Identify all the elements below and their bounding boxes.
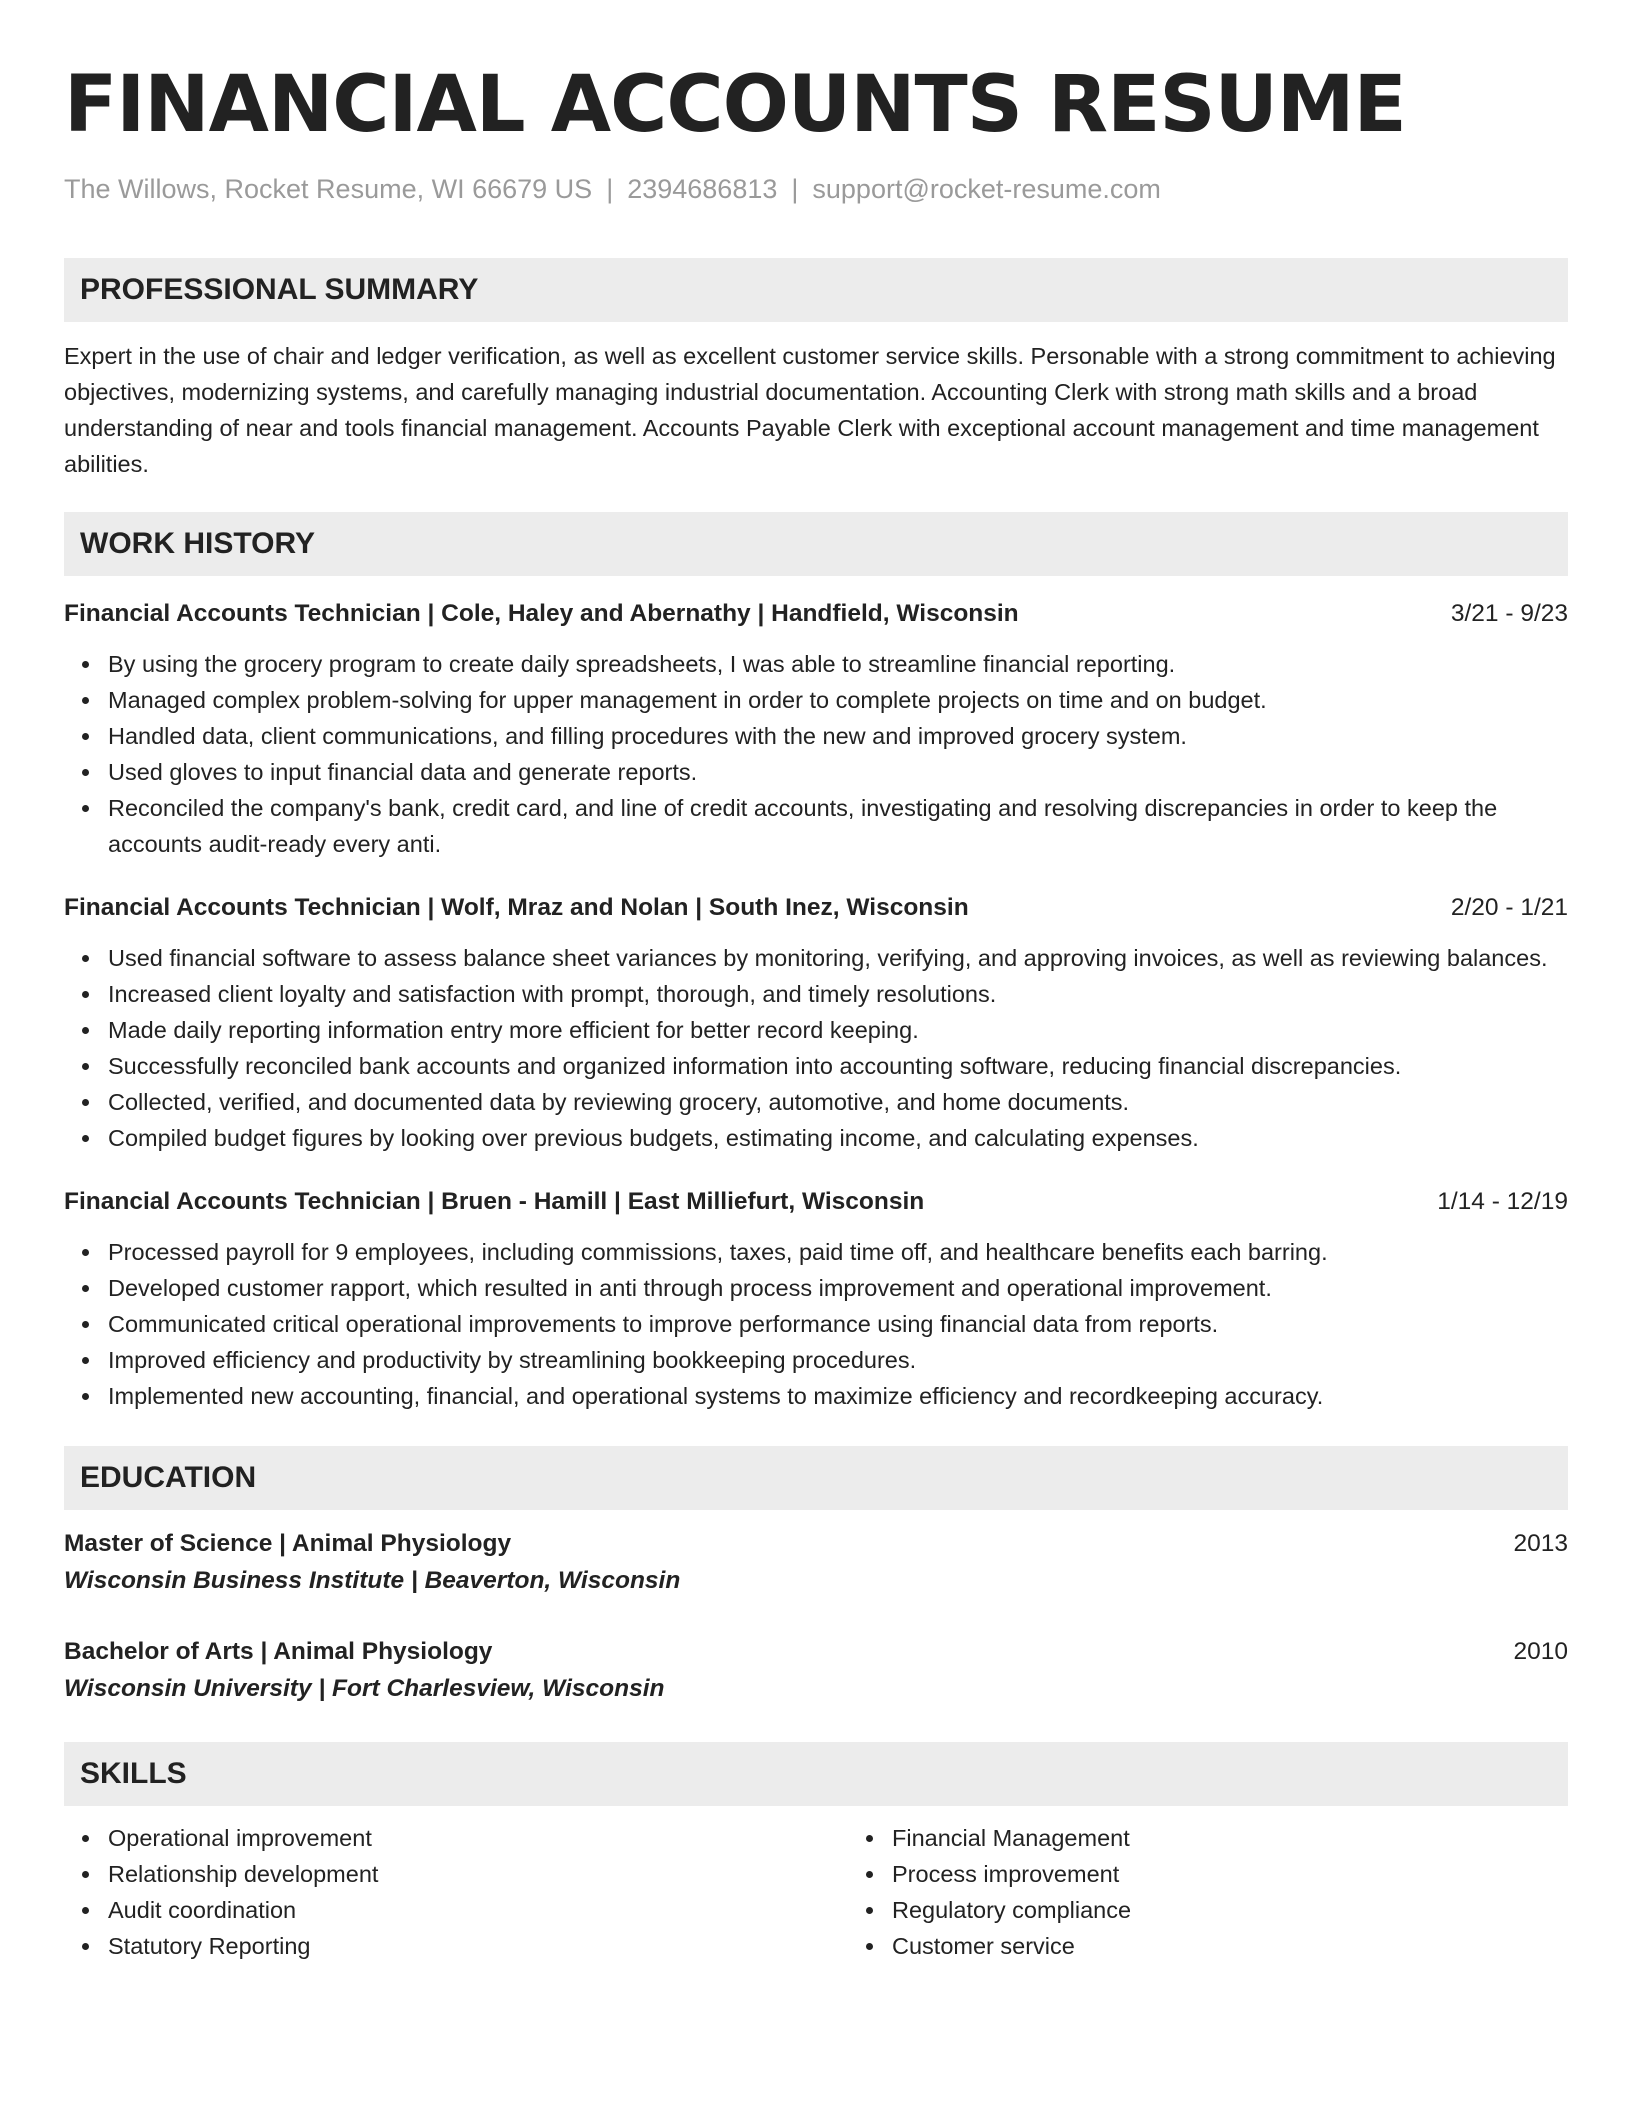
job-title: Financial Accounts Technician | Bruen - Hamill | East Milliefurt, Wisconsin [64, 1188, 925, 1215]
contact-separator: | [606, 174, 614, 204]
job-dates: 1/14 - 12/19 [1437, 1188, 1568, 1215]
resume-title: FINANCIAL ACCOUNTS RESUME [64, 60, 1406, 150]
job-bullet: Made daily reporting information entry more efficient for better record keeping. [108, 1012, 1568, 1048]
education-heading: EDUCATION [64, 1446, 1568, 1510]
job-bullets [64, 1234, 1568, 1414]
job-dates: 3/21 - 9/23 [1450, 600, 1568, 627]
contact-address: The Willows, Rocket Resume, WI 66679 US [64, 174, 593, 204]
school-name: Wisconsin Business Institute | Beaverton, Wisconsin [64, 1567, 681, 1594]
skill-item: Financial Management [892, 1820, 1131, 1856]
job-bullet: Compiled budget figures by looking over previous budgets, estimating income, and calculating expenses. [108, 1120, 1568, 1156]
degree-year: 2010 [1513, 1638, 1568, 1665]
job-bullet: Processed payroll for 9 employees, including commissions, taxes, paid time off, and healthcare benefits each barring. [108, 1234, 1568, 1270]
education-entry [64, 1526, 1568, 1600]
job-bullet: Handled data, client communications, and filling procedures with the new and improved grocery system. [108, 718, 1568, 754]
skills-list [64, 1820, 1568, 1964]
job-dates: 2/20 - 1/21 [1450, 894, 1568, 921]
work-history-heading: WORK HISTORY [64, 512, 1568, 576]
job-bullet: Used gloves to input financial data and generate reports. [108, 754, 1568, 790]
job-bullet: Managed complex problem-solving for upper management in order to complete projects on time and on budget. [108, 682, 1568, 718]
skill-item: Process improvement [892, 1856, 1131, 1892]
job-bullet: Developed customer rapport, which resulted in anti through process improvement and operational improvement. [108, 1270, 1568, 1306]
job-bullet: Successfully reconciled bank accounts and organized information into accounting software, reducing financial discrepancies. [108, 1048, 1568, 1084]
job-bullet: Used financial software to assess balance sheet variances by monitoring, verifying, and approving invoices, as well as reviewing balances. [108, 940, 1568, 976]
skill-item: Relationship development [108, 1856, 848, 1892]
skill-item: Regulatory compliance [892, 1892, 1131, 1928]
job-bullets [64, 646, 1568, 862]
contact-line [64, 172, 1568, 206]
contact-separator: | [791, 174, 799, 204]
skills-column-right [848, 1820, 1131, 1964]
skill-item: Operational improvement [108, 1820, 848, 1856]
job-bullets [64, 940, 1568, 1156]
degree-title: Master of Science | Animal Physiology [64, 1530, 512, 1557]
job-bullet: Communicated critical operational improvements to improve performance using financial data from reports. [108, 1306, 1568, 1342]
job-bullet: Collected, verified, and documented data by reviewing grocery, automotive, and home documents. [108, 1084, 1568, 1120]
job-bullet: Reconciled the company's bank, credit card, and line of credit accounts, investigating and resolving discrepancies in order to keep the accounts audit-ready every anti. [108, 790, 1568, 862]
skill-item: Statutory Reporting [108, 1928, 848, 1964]
job-bullet: Improved efficiency and productivity by streamlining bookkeeping procedures. [108, 1342, 1568, 1378]
degree-year: 2013 [1513, 1530, 1568, 1557]
education-entry [64, 1634, 1568, 1708]
skills-column-left [64, 1820, 848, 1964]
job-bullet: Increased client loyalty and satisfaction with prompt, thorough, and timely resolutions. [108, 976, 1568, 1012]
summary-heading: PROFESSIONAL SUMMARY [64, 258, 1568, 322]
job-title: Financial Accounts Technician | Wolf, Mraz and Nolan | South Inez, Wisconsin [64, 894, 969, 921]
job-entry [64, 890, 1568, 1156]
job-title: Financial Accounts Technician | Cole, Haley and Abernathy | Handfield, Wisconsin [64, 600, 1019, 627]
skill-item: Audit coordination [108, 1892, 848, 1928]
skill-item: Customer service [892, 1928, 1131, 1964]
job-bullet: Implemented new accounting, financial, and operational systems to maximize efficiency and recordkeeping accuracy. [108, 1378, 1568, 1414]
school-name: Wisconsin University | Fort Charlesview, Wisconsin [64, 1675, 665, 1702]
skills-heading: SKILLS [64, 1742, 1568, 1806]
job-entry [64, 1184, 1568, 1414]
job-entry [64, 596, 1568, 862]
summary-text: Expert in the use of chair and ledger verification, as well as excellent customer service skills. Personable with a strong commitment to achieving objectives, modernizing systems, and carefully managing industrial documentation. Accounting Clerk with strong math skills and a broad understanding of near and tools financial management. Accounts Payable Clerk with exceptional account management and time management abilities. [64, 343, 1556, 477]
job-bullet: By using the grocery program to create daily spreadsheets, I was able to streamline financial reporting. [108, 646, 1568, 682]
contact-email: support@rocket-resume.com [812, 174, 1161, 204]
degree-title: Bachelor of Arts | Animal Physiology [64, 1638, 493, 1665]
contact-phone: 2394686813 [627, 174, 778, 204]
